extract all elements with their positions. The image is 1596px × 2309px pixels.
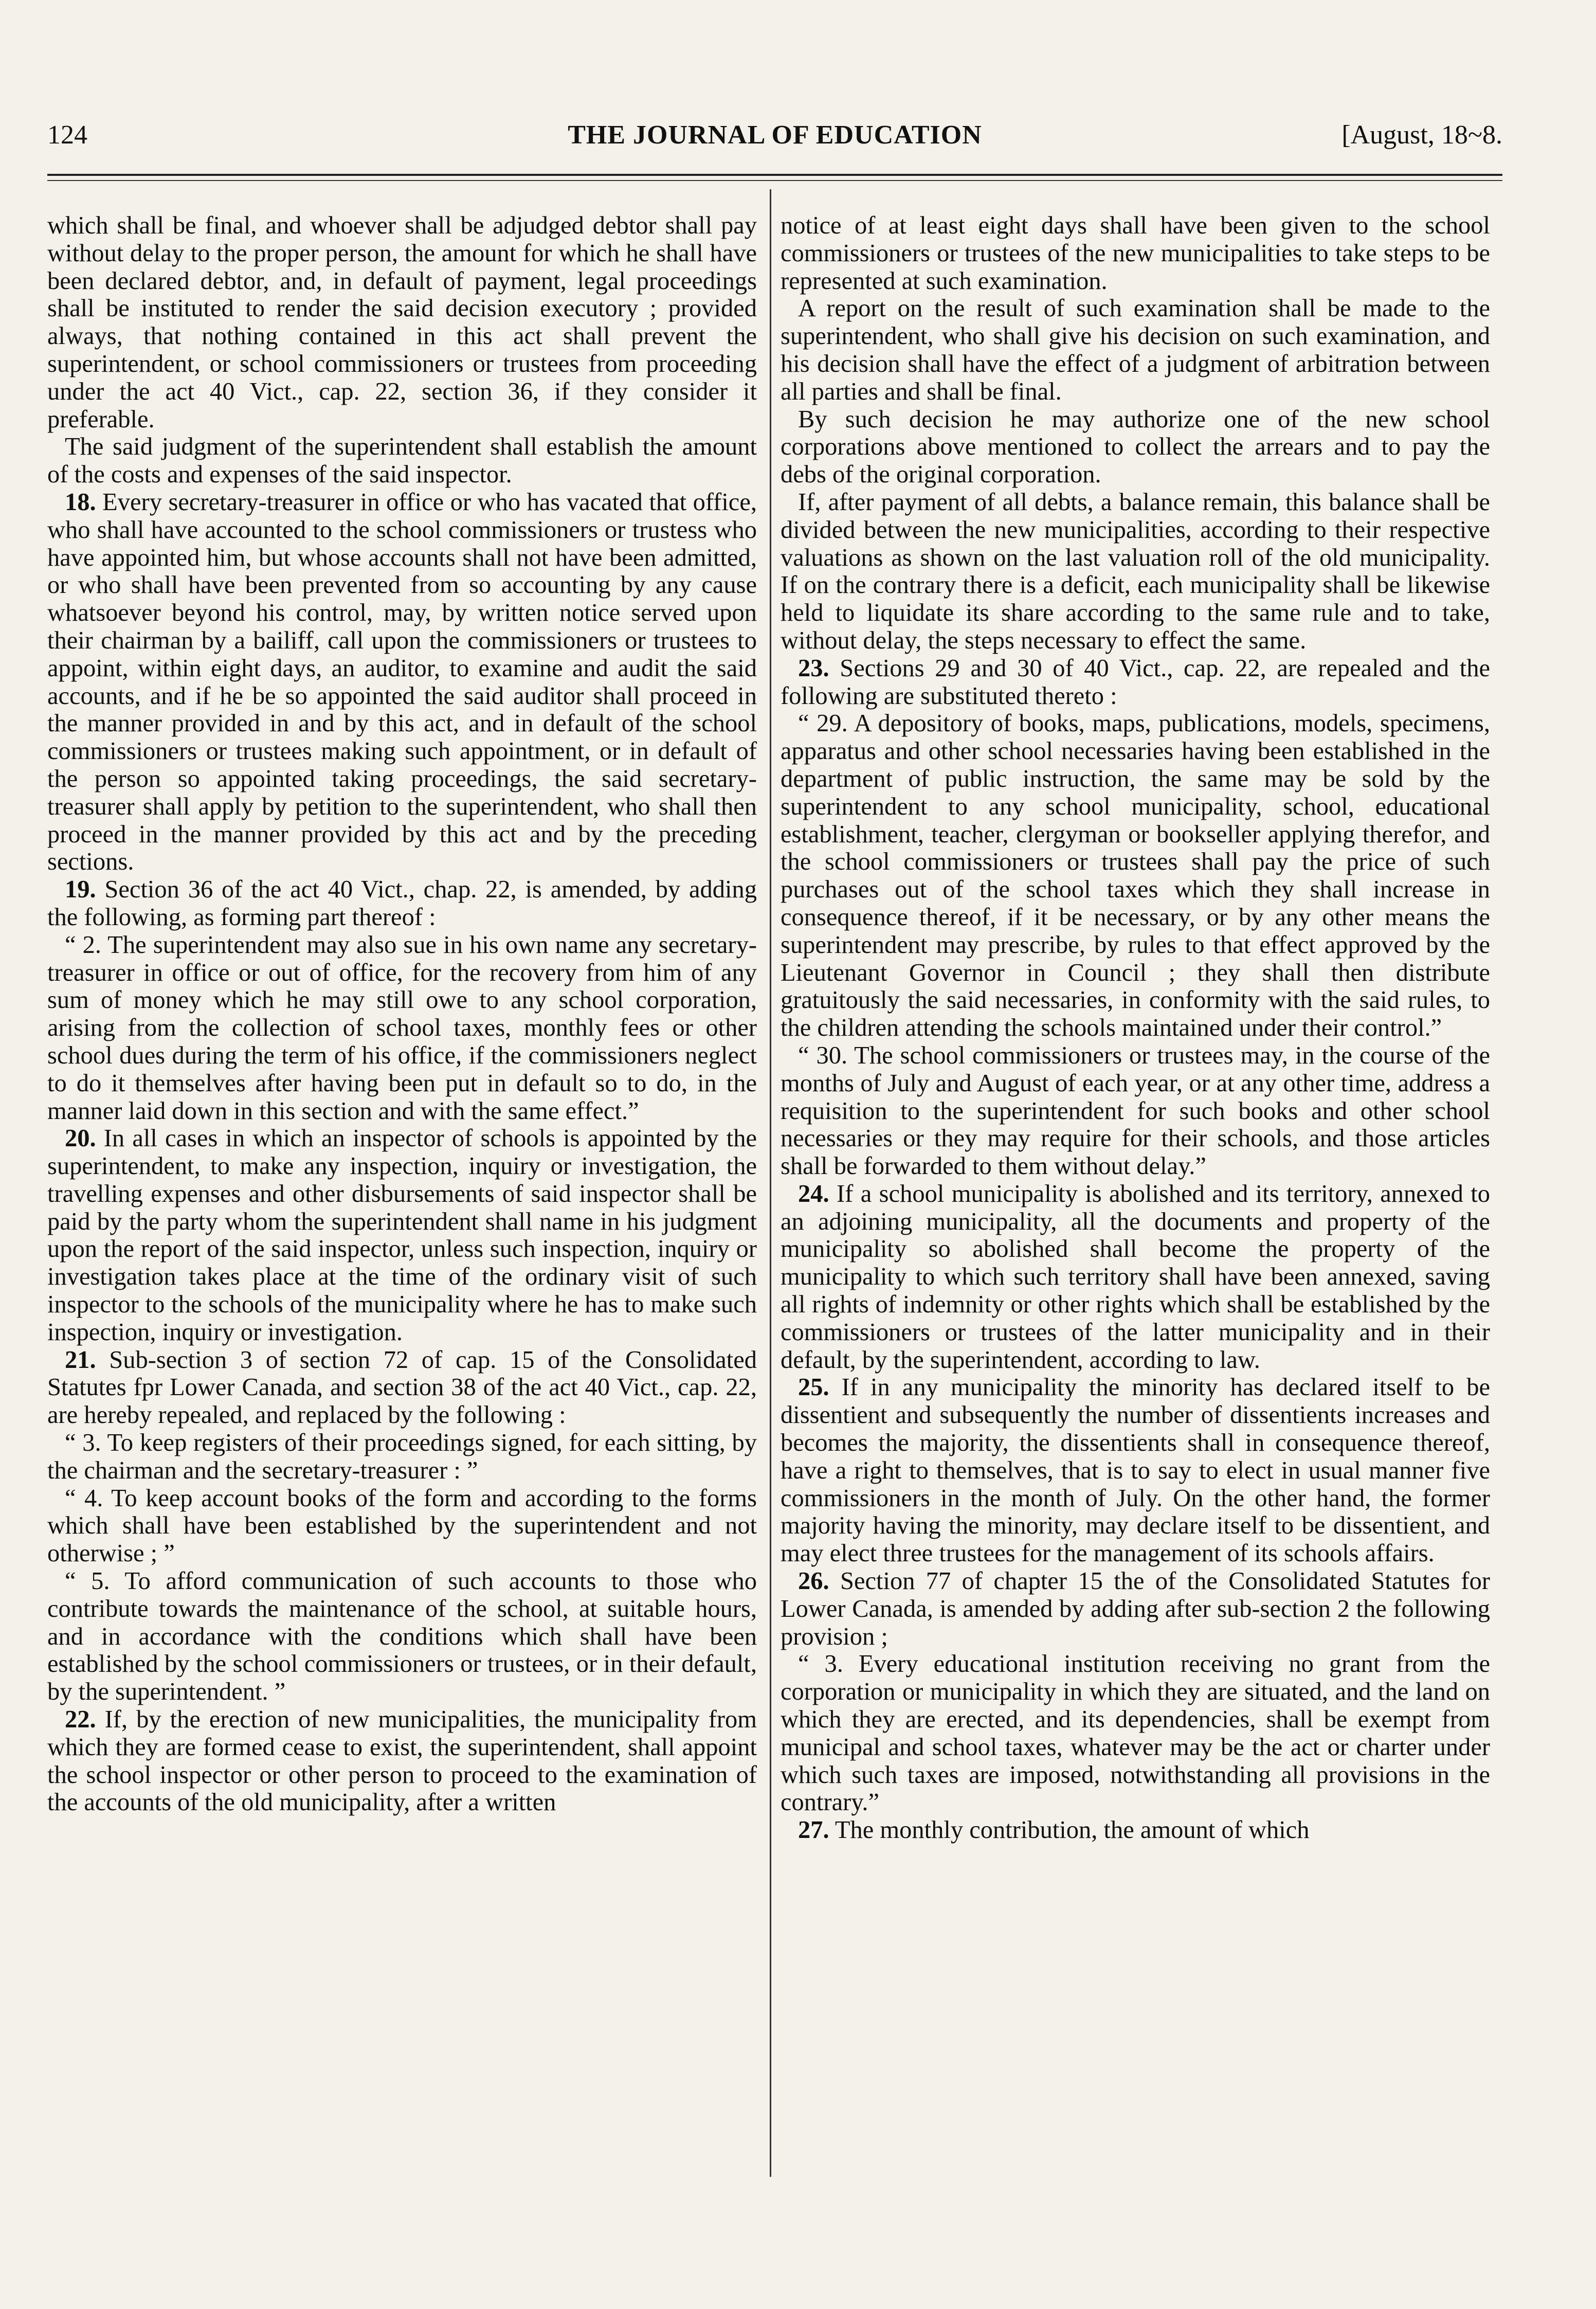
- paragraph-text: “ 30. The school commissioners or trustees may, in the course of the months of July and August of each year, or at any other time, address a requisition to the superintendent for such books and other school necessaries or they may require for their schools, and those articles shall be forwarded to them without delay.”: [781, 1041, 1490, 1180]
- section-number: 20.: [65, 1125, 96, 1152]
- paragraph: [781, 489, 1490, 655]
- paragraph: [47, 931, 757, 1125]
- paragraph-text: “ 2. The superintendent may also sue in his own name any secretary-treasurer in office or out of office, for the recovery from him of any sum of money which he may still owe to any school corporation, arising from the collection of school taxes, monthly fees or other school dues during the term of his office, if the commissioners neglect to do it themselves after having been put in default so to do, in the manner laid down in this section and with the same effect.”: [47, 931, 757, 1125]
- section-number: 21.: [65, 1346, 96, 1374]
- issue-date: [August, 18~8.: [1341, 120, 1502, 150]
- paragraph: [47, 1706, 757, 1816]
- paragraph: [781, 1816, 1490, 1844]
- page-number: 124: [47, 120, 87, 150]
- section-number: 23.: [798, 654, 829, 682]
- paragraph-text: Sections 29 and 30 of 40 Vict., cap. 22, are repealed and the following are substituted thereto :: [781, 654, 1490, 710]
- paragraph: [47, 1567, 757, 1706]
- paragraph: [781, 1650, 1490, 1816]
- paragraph: [47, 1429, 757, 1485]
- paragraph-text: A report on the result of such examination shall be made to the superintendent, who shall give his decision on such examination, and his decision shall have the effect of a judgment of arbitration between all parties and shall be final.: [781, 295, 1490, 405]
- section-number: 19.: [65, 876, 96, 904]
- paragraph: [781, 1180, 1490, 1374]
- paragraph: [47, 1346, 757, 1429]
- paragraph-text: “ 5. To afford communication of such accounts to those who contribute towards the maintenance of the school, at suitable hours, and in accordance with the conditions which shall have been established by the school commissioners or trustees, or in their default, by the superintendent. ”: [47, 1567, 757, 1706]
- paragraph-text: In all cases in which an inspector of schools is appointed by the superintendent, to make any inspection, inquiry or investigation, the travelling expenses and other disbursements of said inspector shall be paid by the party whom the superintendent shall name in his judgment upon the report of the said inspector, unless such inspection, inquiry or investigation takes place at the time of the ordinary visit of such inspector to the schools of the municipality where he has to make such inspection, inquiry or investigation.: [47, 1125, 757, 1346]
- header-rule-thick: [47, 174, 1502, 176]
- section-number: 22.: [65, 1706, 96, 1734]
- paragraph: [47, 212, 757, 433]
- paragraph: [47, 876, 757, 931]
- paragraph: [781, 295, 1490, 405]
- paragraph: [781, 212, 1490, 295]
- paragraph-text: which shall be final, and whoever shall be adjudged debtor shall pay without delay to the proper person, the amount for which he shall have been declared debtor, and, in default of payment, legal proceedings shall be instituted to render the said decision executory ; provided always, that nothing contained in this act shall prevent the superintendent, or school commissioners or trustees from proceeding under the act 40 Vict., cap. 22, section 36, if they consider it preferable.: [47, 212, 757, 433]
- paragraph-text: By such decision he may authorize one of the new school corporations above mentioned to collect the arrears and to pay the debs of the original corporation.: [781, 405, 1490, 489]
- paragraph-text: If, by the erection of new municipalities, the municipality from which they are formed cease to exist, the superintendent, shall appoint the school inspector or other person to proceed to the examination of the accounts of the old municipality, after a written: [47, 1706, 757, 1816]
- column-divider: [770, 189, 771, 2177]
- paragraph: [781, 1374, 1490, 1567]
- paragraph-text: Section 77 of chapter 15 the of the Consolidated Statutes for Lower Canada, is amended by adding after sub-section 2 the following provision ;: [781, 1567, 1490, 1650]
- header-rule-thin: [47, 180, 1502, 181]
- paragraph: [781, 1567, 1490, 1650]
- paragraph-text: notice of at least eight days shall have been given to the school commissioners or trustees of the new municipalities to take steps to be represented at such examination.: [781, 212, 1490, 295]
- paragraph-text: If a school municipality is abolished and its territory, annexed to an adjoining municipality, all the documents and property of the municipality so abolished shall become the property of the municipality to which such territory shall have been annexed, saving all rights of indemnity or other rights which shall be established by the commissioners or trustees of the latter municipality and in their default, by the superintendent, according to law.: [781, 1180, 1490, 1374]
- paragraph-text: The monthly contribution, the amount of which: [829, 1816, 1310, 1844]
- paragraph-text: Section 36 of the act 40 Vict., chap. 22, is amended, by adding the following, as forming part thereof :: [47, 876, 757, 931]
- paragraph-text: “ 3. To keep registers of their proceedings signed, for each sitting, by the chairman and the secretary-treasurer : ”: [47, 1429, 757, 1484]
- paragraph: [47, 489, 757, 876]
- paragraph: [781, 710, 1490, 1042]
- paragraph: [781, 406, 1490, 489]
- paragraph: [47, 433, 757, 489]
- journal-title: THE JOURNAL OF EDUCATION: [568, 120, 982, 150]
- paragraph-text: “ 4. To keep account books of the form and according to the forms which shall have been established by the superintendent and not otherwise ; ”: [47, 1484, 757, 1567]
- paragraph: [781, 1042, 1490, 1180]
- section-number: 25.: [798, 1374, 829, 1401]
- paragraph: [781, 655, 1490, 710]
- paragraph-text: The said judgment of the superintendent shall establish the amount of the costs and expenses of the said inspector.: [47, 433, 757, 489]
- paragraph: [47, 1125, 757, 1346]
- section-number: 18.: [65, 488, 96, 516]
- paragraph-text: If in any municipality the minority has declared itself to be dissentient and subsequently the number of dissentients increases and becomes the majority, the dissentients shall in consequence thereof, have a right to themselves, that is to say to elect in usual manner five commissioners in the month of July. On the other hand, the former majority having the minority, may declare itself to be dissentient, and may elect three trustees for the management of its schools affairs.: [781, 1374, 1490, 1567]
- section-number: 27.: [798, 1816, 829, 1844]
- left-column: [47, 212, 757, 1816]
- paragraph: [47, 1485, 757, 1567]
- paragraph-text: “ 3. Every educational institution receiving no grant from the corporation or municipality in which they are situated, and the land on which they are erected, and its dependencies, shall be exempt from municipal and school taxes, whatever may be the act or charter under which such taxes are imposed, notwithstanding all provisions in the contrary.”: [781, 1650, 1490, 1816]
- paragraph-text: Every secretary-treasurer in office or who has vacated that office, who shall have accounted to the school commissioners or trustess who have appointed him, but whose accounts shall not have been admitted, or who shall have been prevented from so accounting by any cause whatsoever beyond his control, may, by written notice served upon their chairman by a bailiff, call upon the commissioners or trustees to appoint, within eight days, an auditor, to examine and audit the said accounts, and if he be so appointed the said auditor shall proceed in the manner provided in and by this act, and in default of the school commissioners or trustees making such appointment, or in default of the person so appointed taking proceedings, the said secretary-treasurer shall apply by petition to the superintendent, who shall then proceed in the manner provided by this act and by the preceding sections.: [47, 488, 757, 876]
- right-column: [781, 212, 1490, 1844]
- page-header: [47, 117, 1502, 153]
- section-number: 26.: [798, 1567, 829, 1595]
- paragraph-text: “ 29. A depository of books, maps, publications, models, specimens, apparatus and other school necessaries having been established in the department of public instruction, the same may be sold by the superintendent to any school municipality, school, educational establishment, teacher, clergyman or bookseller applying therefor, and the school commissioners or trustees shall pay the price of such purchases out of the school taxes which they shall increase in consequence thereof, if it be necessary, or by any other means the superintendent may prescribe, by rules to that effect approved by the Lieutenant Governor in Council ; they shall then distribute gratuitously the said necessaries, in conformity with the said rules, to the children attending the schools maintained under their control.”: [781, 710, 1490, 1042]
- paragraph-text: Sub-section 3 of section 72 of cap. 15 of the Consolidated Statutes fpr Lower Canada, and section 38 of the act 40 Vict., cap. 22, are hereby repealed, and replaced by the following :: [47, 1346, 757, 1429]
- paragraph-text: If, after payment of all debts, a balance remain, this balance shall be divided between the new municipalities, according to their respective valuations as shown on the last valuation roll of the old municipality. If on the contrary there is a deficit, each municipality shall be likewise held to liquidate its share according to the same rule and to take, without delay, the steps necessary to effect the same.: [781, 488, 1490, 654]
- section-number: 24.: [798, 1180, 829, 1207]
